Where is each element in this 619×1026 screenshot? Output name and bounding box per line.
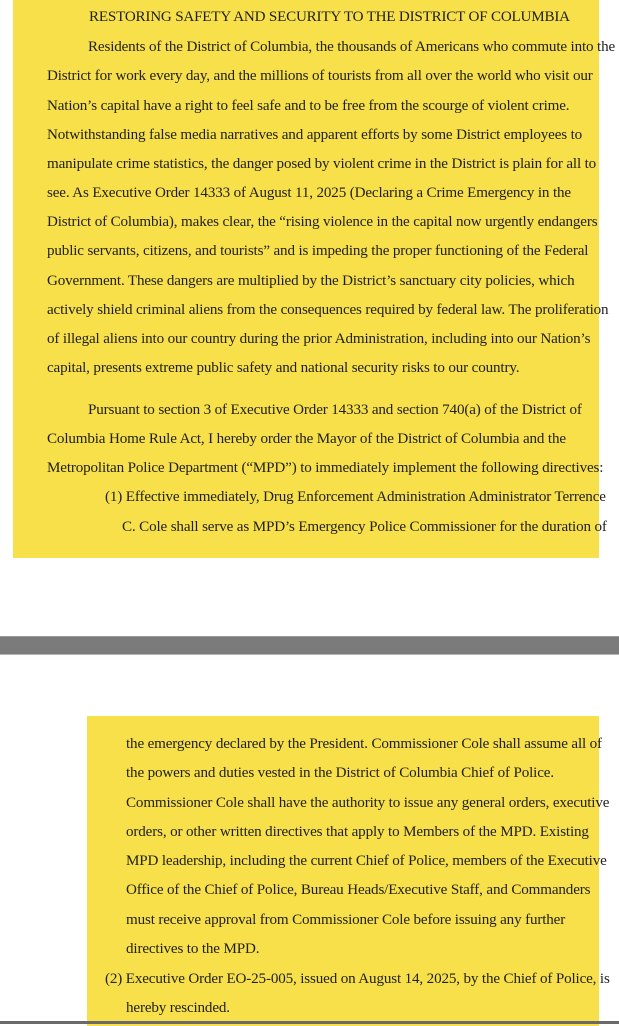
directive-item-1-continued: Commissioner Cole shall have the authority to issue any general orders, executive — [126, 795, 610, 811]
paragraph-line: Notwithstanding false media narratives and apparent efforts by some District employees to — [47, 127, 583, 143]
directive-item-1-continued: MPD leadership, including the current Chief of Police, members of the Executive — [126, 853, 607, 869]
directive-item-1-continued: directives to the MPD. — [126, 941, 260, 957]
directive-item-1-continued: orders, or other written directives that apply to Members of the MPD. Existing — [126, 824, 589, 840]
paragraph-line: Government. These dangers are multiplied by the District’s sanctuary city policies, which — [47, 273, 575, 289]
document-title: RESTORING SAFETY AND SECURITY TO THE DISTRICT OF COLUMBIA — [89, 9, 570, 25]
directive-item-1-continued: Office of the Chief of Police, Bureau Heads/Executive Staff, and Commanders — [126, 882, 591, 898]
directive-item-1-continued: the powers and duties vested in the District of Columbia Chief of Police. — [126, 765, 554, 781]
directive-item-1-continued: C. Cole shall serve as MPD’s Emergency Police Commissioner for the duration of — [122, 519, 607, 535]
paragraph-line: Nation’s capital have a right to feel safe and to be free from the scourge of violent crime. — [47, 98, 570, 114]
paragraph-line: Columbia Home Rule Act, I hereby order the Mayor of the District of Columbia and the — [47, 431, 566, 447]
document-page-1 — [13, 0, 616, 558]
paragraph-line: Residents of the District of Columbia, the thousands of Americans who commute into the — [88, 39, 616, 55]
directive-item-2: (2) Executive Order EO-25-005, issued on August 14, 2025, by the Chief of Police, is — [105, 971, 610, 987]
document-page-2 — [87, 716, 610, 1026]
paragraph-line: capital, presents extreme public safety and national security risks to our country. — [47, 360, 520, 376]
directive-item-2-continued: hereby rescinded. — [126, 1000, 230, 1016]
directive-item-1-continued: the emergency declared by the President. Commissioner Cole shall assume all of — [126, 736, 602, 752]
paragraph-line: Pursuant to section 3 of Executive Order 14333 and section 740(a) of the District of — [88, 402, 582, 418]
page-separator — [0, 636, 619, 655]
directive-item-1-continued: must receive approval from Commissioner Cole before issuing any further — [126, 912, 566, 928]
paragraph-line: see. As Executive Order 14333 of August 11, 2025 (Declaring a Crime Emergency in the — [47, 185, 571, 201]
paragraph-line: District of Columbia), makes clear, the “rising violence in the capital now urgently endangers — [47, 214, 598, 230]
paragraph-line: actively shield criminal aliens from the consequences required by federal law. The proliferation — [47, 302, 609, 318]
paragraph-line: manipulate crime statistics, the danger posed by violent crime in the District is plain for all to — [47, 156, 597, 172]
paragraph-line: District for work every day, and the millions of tourists from all over the world who visit our — [47, 68, 593, 84]
paragraph-line: Metropolitan Police Department (“MPD”) to immediately implement the following directives: — [47, 460, 604, 476]
directive-item-1: (1) Effective immediately, Drug Enforcement Administration Administrator Terrence — [105, 489, 606, 505]
paragraph-line: of illegal aliens into our country during the prior Administration, including into our Nation’s — [47, 331, 591, 347]
paragraph-line: public servants, citizens, and tourists” and is impeding the proper functioning of the Federal — [47, 243, 589, 259]
